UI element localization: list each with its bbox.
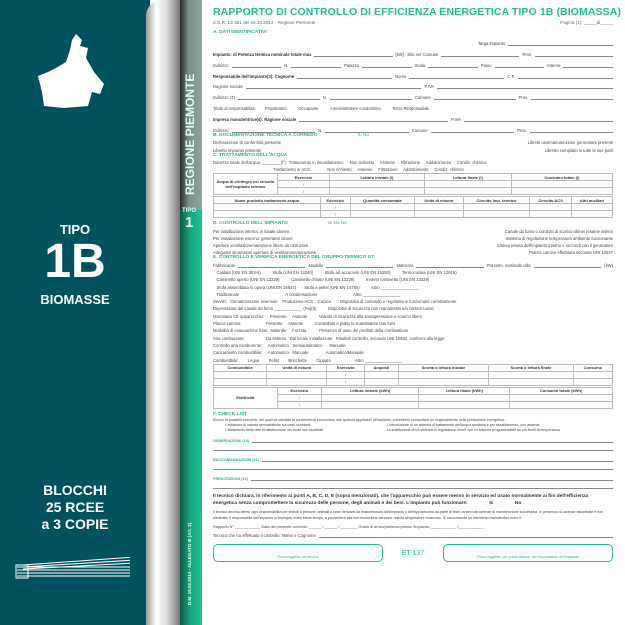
input-field[interactable] bbox=[434, 96, 516, 100]
input-field[interactable] bbox=[291, 64, 341, 68]
technician-name-field[interactable] bbox=[319, 534, 613, 538]
field-label: Tradizionale A condensazione Altro ________________ bbox=[213, 291, 401, 297]
form-row bbox=[213, 100, 613, 111]
observations-field[interactable] bbox=[252, 439, 613, 443]
technician-signature-box[interactable]: Firma leggibile del tecnico bbox=[213, 544, 383, 562]
field-label: Aria comburente: Da esterno Dal locale installazione Risultati controllo, secondo UNI 10683, conformi alla legge bbox=[213, 335, 445, 341]
recommendations-field[interactable] bbox=[213, 466, 613, 470]
column-header: Unità di misura bbox=[267, 364, 327, 371]
report-form bbox=[213, 6, 622, 562]
table-cell[interactable] bbox=[463, 204, 530, 211]
field-label: Prov. bbox=[517, 128, 527, 134]
field-label: Placca camino: Presente Assente Controllato e pulito lo scambiatore lato fumi bbox=[213, 321, 396, 327]
field-label: Depressione del canale da fumo ____________ (Pa)(8) Dispositivi di sicurezza non manomessi e/o cortocircuitati bbox=[213, 306, 434, 312]
field-label: Responsabile dell'impianto(2): Cognome bbox=[213, 73, 295, 79]
field-label: N. bbox=[284, 62, 289, 68]
input-field[interactable] bbox=[531, 96, 613, 100]
table-cell[interactable] bbox=[573, 371, 612, 378]
table-row bbox=[214, 211, 613, 218]
form-row bbox=[213, 234, 613, 241]
column-header: Lettura finale (kWh) bbox=[419, 387, 510, 394]
field-label: Libretto impianto presente bbox=[213, 147, 262, 153]
input-field[interactable] bbox=[464, 118, 613, 122]
table-cell[interactable] bbox=[414, 211, 463, 218]
table-cell[interactable] bbox=[419, 401, 510, 408]
field-label: Idonea tenuta dell'impianto interno e raccordi con il generatore bbox=[497, 243, 613, 249]
field-label: Libretto compilato in tutte le sue parti bbox=[544, 147, 613, 153]
observations-label: OSSERVAZIONI (10) bbox=[213, 439, 250, 444]
table-header-row bbox=[214, 197, 613, 204]
table-cell[interactable] bbox=[267, 371, 327, 378]
field-label: (kW) bbox=[604, 262, 614, 268]
table-cell[interactable]: / bbox=[327, 378, 364, 385]
form-row bbox=[213, 158, 613, 165]
field-label: Prov. bbox=[522, 51, 532, 57]
cover-line: BLOCCHI bbox=[43, 482, 107, 498]
field-label: Pot.term. nominale utile bbox=[486, 262, 531, 268]
table-fuel bbox=[213, 364, 613, 386]
form-row bbox=[213, 326, 613, 333]
table-cell[interactable]: / bbox=[277, 188, 329, 195]
field-label: [kW] Sito nel Comune bbox=[395, 51, 439, 57]
spine-tipo: TIPO bbox=[182, 208, 197, 214]
column-header: Acquisti bbox=[364, 364, 398, 371]
field-label: Scala bbox=[414, 62, 426, 68]
spine-num: 1 bbox=[185, 214, 194, 231]
column-header: Esercizio bbox=[277, 174, 329, 181]
table-cell[interactable] bbox=[511, 188, 612, 195]
table-cell[interactable]: / bbox=[320, 211, 350, 218]
form-row bbox=[213, 304, 613, 311]
form-row bbox=[213, 260, 613, 267]
book-stack-icon bbox=[15, 555, 130, 580]
field-label: Per installazione esterna: generatori idonei bbox=[213, 235, 293, 241]
input-field[interactable] bbox=[299, 118, 448, 122]
column-header: Circuito ACS bbox=[530, 197, 572, 204]
field-label: Caldaia (UNI EN 303-5) Stufa (UNI EN 13240) Stufa ad accumulo (UNI EN 15250) Termocucina (UNI EN 12815) bbox=[213, 269, 457, 275]
field-label: Per installazione interna: in locale idoneo bbox=[213, 228, 290, 234]
table-cell[interactable] bbox=[571, 211, 612, 218]
form-row bbox=[213, 165, 613, 172]
recommendations-label: RACCOMANDAZIONI (11) bbox=[213, 458, 259, 463]
column-header: Consumo totale (l) bbox=[511, 174, 612, 181]
form-row bbox=[213, 341, 613, 348]
form-row bbox=[213, 275, 613, 282]
declaration bbox=[213, 493, 613, 507]
form-row bbox=[213, 241, 613, 248]
column-header: Scorta o lettura iniziale bbox=[398, 364, 488, 371]
declaration-yes[interactable]: Si bbox=[488, 501, 494, 507]
column-header: Combustibile bbox=[214, 364, 267, 371]
declaration-text: Il tecnico dichiara, in riferimento ai punti A, B, C, D, E (sopra menzionati), che l'apparecchio può essere messo in servizio ed usato normalmente ai fini dell'efficienza energetica senza compromettere la sicurezza delle persone, degli animali e dei beni. L'impianto può funzionare: bbox=[213, 494, 589, 507]
input-field[interactable] bbox=[495, 64, 545, 68]
field-label: Palazzo bbox=[344, 62, 360, 68]
field-label: Stufa assemblata in opera (UNI EN 15544) Stufa a pellet (UNI EN 14785) Altro ________________ bbox=[213, 284, 419, 290]
form-row bbox=[213, 57, 613, 68]
field-label: C.F. bbox=[507, 73, 515, 79]
disclaimer: Il tecnico declina altresì ogni responsabilità per sinistri a persone, animali o cose derivanti da manomissioni dell'impianto o dell'apparecchio da parte di terzi, ovvero da carenze di manutenzione successiva. In presenza di carenze riscontrate e non eliminate, il responsabile dell'impianto si impegna, entro breve tempo, a provvedere alla loro risoluzione dandone notizia all'operatore incaricato. Si raccomanda un intervento manutentivo entro il: bbox=[213, 510, 604, 521]
column-header: Unità di misura bbox=[414, 197, 463, 204]
table-cell[interactable]: / bbox=[277, 401, 321, 408]
table-cell[interactable] bbox=[321, 394, 419, 401]
table-cell[interactable] bbox=[364, 378, 398, 385]
table-cell[interactable] bbox=[571, 204, 612, 211]
table-row bbox=[214, 204, 613, 211]
field-label: Adeguate dimensioni aperture di ventilazione/aerazione bbox=[213, 250, 317, 256]
column-header: Circuito imp. termico bbox=[463, 197, 530, 204]
field-label: Piano bbox=[480, 62, 492, 68]
field-label: Combustibile: Legna Pellet Bricchette Cippato Altro ________________ bbox=[213, 357, 403, 363]
subtitle: d.G.R. 13-381 del 06.10.2014 - Regione Piemonte bbox=[213, 20, 316, 25]
table-cell[interactable] bbox=[214, 378, 267, 385]
form-row bbox=[213, 35, 613, 46]
input-field[interactable] bbox=[409, 75, 504, 79]
input-field[interactable] bbox=[534, 264, 601, 268]
form-row bbox=[213, 68, 613, 79]
field-label: Caricamento combustibile: Automatico Manuale Automatico/Manuale bbox=[213, 350, 364, 356]
column-header: Quantità consumata bbox=[350, 197, 414, 204]
table-cell[interactable] bbox=[510, 394, 613, 401]
form-row bbox=[213, 282, 613, 289]
page-curl bbox=[146, 0, 180, 625]
input-field[interactable] bbox=[530, 129, 613, 133]
table-row bbox=[214, 378, 613, 385]
input-field[interactable] bbox=[508, 42, 613, 46]
column-header: Nome prodotto trattamento acqua bbox=[214, 197, 321, 204]
owner-signature-box[interactable]: Firma leggibile, per presa visione, del responsabile dell'impianto bbox=[443, 544, 613, 562]
field-label: P.IVA bbox=[451, 117, 461, 123]
field-label: Indirizzo bbox=[213, 128, 229, 134]
form-row bbox=[213, 122, 613, 133]
input-field[interactable] bbox=[431, 129, 514, 133]
table-cell[interactable] bbox=[214, 211, 321, 218]
form-row bbox=[213, 348, 613, 355]
form-row bbox=[213, 145, 613, 152]
form-row bbox=[213, 226, 613, 233]
column-header: Esercizio bbox=[320, 197, 350, 204]
form-row bbox=[213, 111, 613, 122]
input-field[interactable] bbox=[535, 53, 613, 57]
section-header-text: B. DOCUMENTAZIONE TECNICA A CORREDO bbox=[213, 133, 318, 139]
table-cell[interactable] bbox=[329, 188, 424, 195]
table-header-row bbox=[214, 174, 613, 181]
input-field[interactable] bbox=[437, 85, 613, 89]
column-header: Esercizio bbox=[327, 364, 364, 371]
table-cell[interactable] bbox=[573, 378, 612, 385]
cover-kind: BIOMASSE bbox=[40, 292, 110, 307]
recommendations-field[interactable] bbox=[262, 458, 613, 462]
checklist-intro: Elenco di possibili interventi, dei quali va valutata la convenienza economica, che qualora applicabili all'impianto, potrebbero comportare un miglioramento della prestazione energetica: bbox=[213, 417, 505, 422]
form-row bbox=[213, 290, 613, 297]
checklist-header: F. CHECK-LIST bbox=[213, 411, 248, 417]
field-label: Fabbricante bbox=[213, 262, 236, 268]
field-label: Pulizia camino effettuata secondo UNI 10847 bbox=[529, 250, 613, 256]
form-row bbox=[213, 79, 613, 90]
table-cell[interactable] bbox=[267, 378, 327, 385]
checklist-item[interactable]: La sostituzione di un sistema di regolazione on/off con un sistema programmabile su più livelli di temperatura bbox=[386, 427, 560, 432]
prescriptions-label: PRESCRIZIONI (12) bbox=[213, 477, 248, 482]
table-cell[interactable] bbox=[414, 204, 463, 211]
field-label: Comune bbox=[414, 95, 431, 101]
table-cell[interactable] bbox=[511, 181, 612, 188]
piemonte-map-icon bbox=[34, 32, 110, 112]
form-row bbox=[213, 355, 613, 362]
input-field[interactable] bbox=[297, 75, 392, 79]
checklist-item[interactable]: L'introduzione di un sistema di trattamento dell'acqua sanitaria e per riscaldamento, ove assente bbox=[386, 422, 540, 427]
input-field[interactable] bbox=[314, 53, 392, 57]
form-spine bbox=[180, 0, 202, 625]
section-header-text: C. TRATTAMENTO DELL'ACQUA bbox=[213, 152, 288, 158]
table-cell[interactable] bbox=[364, 371, 398, 378]
table-cell[interactable] bbox=[350, 211, 414, 218]
column-header: Lettura iniziale (kWh) bbox=[321, 387, 419, 394]
field-label: Ragione sociale bbox=[213, 84, 243, 90]
field-label: Titolo di responsabilità: Proprietario Occupante Amministratore condominio Terzo Responsabile bbox=[213, 106, 429, 112]
column-header: Consumo bbox=[573, 364, 612, 371]
input-field[interactable] bbox=[330, 96, 412, 100]
table-cell[interactable] bbox=[424, 188, 511, 195]
form-row bbox=[213, 268, 613, 275]
table-cell[interactable] bbox=[214, 371, 267, 378]
field-label: Durezza totale dell'acqua: ________(f°) Trattamento in riscaldamento: Non richiesto Assente Filtrazione Addolcimento Condiz. chimico bbox=[213, 159, 487, 165]
table-cell[interactable] bbox=[510, 401, 613, 408]
table-cell[interactable] bbox=[321, 401, 419, 408]
table-header-row bbox=[214, 364, 613, 371]
form-row bbox=[213, 297, 613, 304]
input-field[interactable] bbox=[441, 53, 519, 57]
field-label: Comune bbox=[411, 128, 428, 134]
input-field[interactable] bbox=[232, 64, 282, 68]
field-label: Indirizzo (3) bbox=[213, 95, 235, 101]
section-header-text: Si No bbox=[357, 133, 370, 139]
page-number: Pagina (1): _____di_____ bbox=[560, 20, 613, 25]
table-cell[interactable]: / bbox=[277, 181, 329, 188]
spine-law: D.M. 10.02.2014 - ALLEGATO III (Art. 2) bbox=[187, 522, 192, 605]
table-row bbox=[214, 371, 613, 378]
section-header-text: A. DATI IDENTIFICATIVI bbox=[213, 30, 267, 35]
table-cell[interactable] bbox=[419, 394, 510, 401]
prescriptions-field[interactable] bbox=[251, 477, 613, 481]
field-label: Prov. bbox=[518, 95, 529, 101]
cover-line: 25 RCEE bbox=[45, 499, 105, 515]
form-row bbox=[213, 311, 613, 318]
input-field[interactable] bbox=[563, 64, 613, 68]
table-water-products bbox=[213, 196, 613, 218]
table-cell[interactable]: / bbox=[277, 394, 321, 401]
field-label: Aperture ventilazione/aerazione libere da ostruzioni bbox=[213, 243, 309, 249]
table-electricity bbox=[213, 387, 613, 409]
checklist-item[interactable]: L'isolamento della rete di distribuzione nei locali non riscaldati bbox=[225, 427, 323, 432]
form-row bbox=[213, 319, 613, 326]
input-field[interactable] bbox=[428, 64, 478, 68]
form-row bbox=[213, 46, 613, 57]
field-label: P.IVA bbox=[424, 84, 435, 90]
input-field[interactable] bbox=[326, 264, 393, 268]
table-cell[interactable] bbox=[530, 211, 572, 218]
report-info-row[interactable]: Rapporto N° ____________ Data del presente controllo: ______ / ______ / ________ Orario di arrivo/partenza presso l'impianto: ____________ /____________ bbox=[213, 525, 484, 530]
field-label: Dichiarazione di conformità presente bbox=[213, 140, 281, 146]
table-cell[interactable] bbox=[530, 204, 572, 211]
field-label: Indirizzo bbox=[213, 62, 229, 68]
input-field[interactable] bbox=[238, 264, 305, 268]
input-field[interactable] bbox=[238, 96, 320, 100]
column-header: Lettura finale (l) bbox=[424, 174, 511, 181]
technician-label: Tecnico che ha effettuato il controllo: Nome e Cognome bbox=[213, 533, 316, 539]
table-header-row bbox=[214, 387, 613, 394]
page-title: RAPPORTO DI CONTROLLO DI EFFICIENZA ENERGETICA TIPO 1B (BIOMASSA) bbox=[213, 6, 622, 18]
field-label: Libretti uso/manutenzione generatore presenti bbox=[527, 140, 613, 146]
field-label: Sistema di regolazione temperatura ambiente funzionante bbox=[505, 235, 613, 241]
table-cell[interactable] bbox=[463, 211, 530, 218]
input-field[interactable] bbox=[518, 75, 613, 79]
field-label: Impresa manutentrice(4): Ragione sociale bbox=[213, 117, 297, 123]
field-label: N. bbox=[318, 128, 323, 134]
field-label: Interno bbox=[547, 62, 561, 68]
table-cell[interactable] bbox=[424, 181, 511, 188]
section-header-text: D. CONTROLLO DELL'IMPIANTO bbox=[213, 221, 288, 227]
table-cell[interactable]: / bbox=[327, 371, 364, 378]
field-label: Targa impianto bbox=[477, 40, 506, 46]
column-header: Consumo totale (kWh) bbox=[510, 387, 613, 394]
table-cell[interactable] bbox=[329, 181, 424, 188]
column-header: Scorta o lettura finale bbox=[489, 364, 574, 371]
cover-type-number: 1B bbox=[44, 235, 106, 288]
field-label: N. bbox=[322, 95, 327, 101]
table-cell[interactable] bbox=[489, 378, 574, 385]
field-label: Marcatura CE apparecchio: Presente Assente Valvola di sicurezza alla sovrapressione a scarico libero bbox=[213, 313, 423, 319]
field-label: Modello bbox=[308, 262, 324, 268]
spine-region: REGIONE PIEMONTE bbox=[183, 73, 197, 195]
table-cell[interactable]: / bbox=[320, 204, 350, 211]
form-row bbox=[213, 89, 613, 100]
field-label: Modalità di evacuazione fumi: Naturale Forzata Presenza rif usso dei prodotti della combustione bbox=[213, 328, 409, 334]
form-row bbox=[213, 138, 613, 145]
field-label: Caminetto aperto (UNI EN 13229) Caminetto chiuso (UNI EN 13229) Inserto caminetto (UNI EN 13229) bbox=[213, 277, 430, 283]
field-label: Impianto: di Potenza termica nominale totale max bbox=[213, 51, 312, 57]
cover-blocchi bbox=[0, 482, 150, 533]
table-side-label: Acqua di reintegro nel circuito dell'impianto termico bbox=[214, 174, 278, 195]
declaration-no[interactable]: No bbox=[514, 501, 522, 507]
input-field[interactable] bbox=[416, 264, 483, 268]
prescriptions-field[interactable] bbox=[213, 485, 613, 489]
field-label: Trattamento in ACS: Non richiesto Assente Filtrazione Addolcimento Condiz. chimico bbox=[213, 167, 464, 173]
field-label: Matricola bbox=[396, 262, 414, 268]
table-water-refill bbox=[213, 173, 613, 195]
field-label: Nome bbox=[395, 73, 407, 79]
column-header: Lettura iniziale (l) bbox=[329, 174, 424, 181]
field-label: Servizi: Climatizzazione invernale Produzione ACS Cucina Dispositivi di comando e regolazione funzionanti correttamente bbox=[213, 299, 457, 305]
section-header-text: Si No Nc bbox=[327, 221, 347, 227]
field-label: Controllo aria comburente: Automatico Semiautomatico Manuale bbox=[213, 342, 346, 348]
cover-panel bbox=[0, 0, 150, 625]
cover-line: a 3 COPIE bbox=[41, 516, 109, 532]
observations-field[interactable] bbox=[213, 447, 613, 451]
table-cell[interactable] bbox=[489, 371, 574, 378]
table-cell[interactable] bbox=[214, 204, 321, 211]
column-header: Altri ausiliari bbox=[571, 197, 612, 204]
form-row bbox=[213, 333, 613, 340]
section-header-text: E. CONTROLLO E VERIFICA ENERGETICA DEL GRUPPO TERMICO GT bbox=[213, 255, 375, 261]
field-label: Canale da fumo o condotti di scarico idonei (esame visivo) bbox=[504, 228, 613, 234]
table-cell[interactable] bbox=[398, 371, 488, 378]
cover-tipo: TIPO bbox=[59, 222, 91, 237]
column-header: Esercizio bbox=[277, 387, 321, 394]
input-field[interactable] bbox=[246, 85, 422, 89]
table-cell[interactable] bbox=[350, 204, 414, 211]
checklist-item[interactable]: L'adozione di valvole termostatiche sui corpi scaldanti bbox=[225, 422, 311, 427]
form-code: ET 137 bbox=[401, 549, 425, 557]
table-side-label: Elettricità bbox=[214, 387, 278, 408]
input-field[interactable] bbox=[362, 64, 412, 68]
table-cell[interactable] bbox=[398, 378, 488, 385]
